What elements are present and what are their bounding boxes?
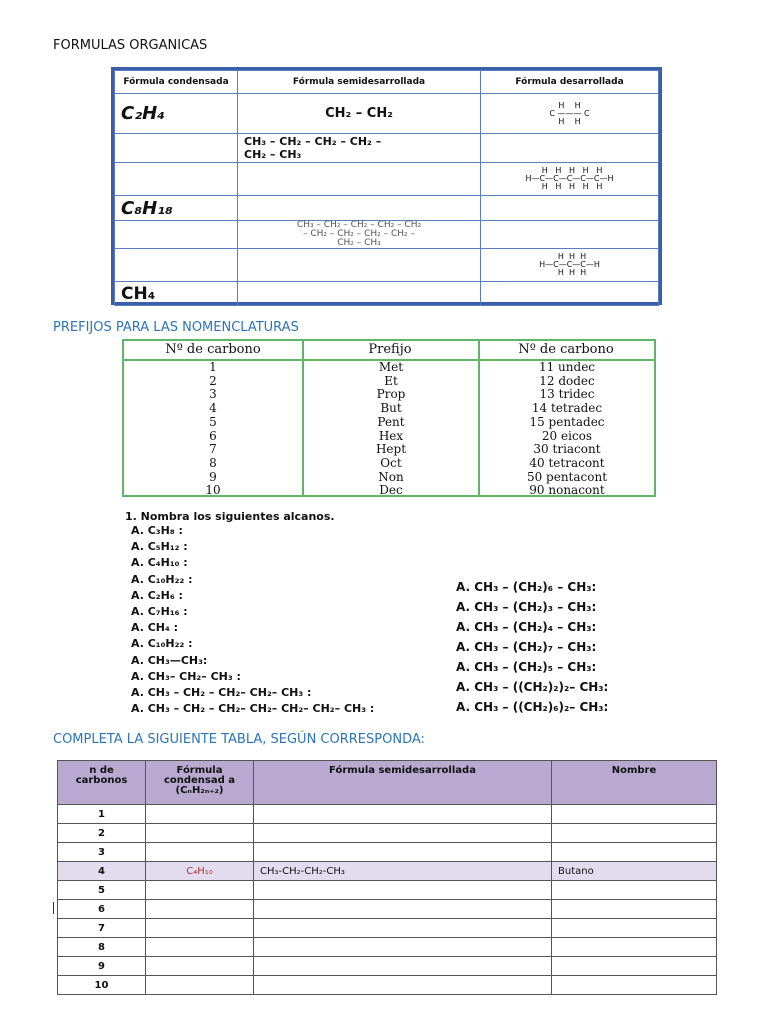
document-title: FORMULAS ORGANICAS <box>53 38 208 53</box>
cell-semi[interactable] <box>254 957 552 976</box>
row3-condensed <box>115 163 238 196</box>
cell-semi[interactable]: CH₃-CH₂-CH₂-CH₃ <box>254 862 552 881</box>
cell-cond[interactable] <box>146 881 254 900</box>
carbon-number-2: 2 <box>209 373 217 388</box>
cell-n[interactable]: 4 <box>58 862 146 881</box>
carbon-number-high-10: 90 nonacont <box>529 483 605 498</box>
exercise-item-left: A. CH₃ – CH₂ – CH₂– CH₂– CH₂– CH₂– CH₃ : <box>131 702 375 716</box>
row3-developed: H H H H H H—C—C—C—C—C—H H H H H H <box>481 163 659 196</box>
prefix-4: But <box>380 401 402 416</box>
exercise-item-right: A. CH₃ – (CH₂)₃ – CH₃: <box>456 600 597 614</box>
table-row <box>58 938 717 957</box>
cell-n[interactable]: 1 <box>58 805 146 824</box>
exercise-item-right: A. CH₃ – (CH₂)₄ – CH₃: <box>456 620 597 634</box>
cell-semi[interactable] <box>254 843 552 862</box>
row7-semi <box>238 282 481 306</box>
exercise-item-left: A. C₅H₁₂ : <box>131 540 188 554</box>
cell-n[interactable]: 5 <box>58 881 146 900</box>
cell-semi[interactable] <box>254 976 552 995</box>
cell-semi[interactable] <box>254 881 552 900</box>
row2-semi: CH₃ – CH₂ – CH₂ – CH₂ – CH₂ – CH₃ <box>238 134 481 163</box>
exercise-item-left: A. CH₃—CH₃: <box>131 653 208 667</box>
header-developed: Fórmula desarrollada <box>481 71 659 94</box>
table-row <box>58 919 717 938</box>
prefix-6: Hex <box>378 428 404 443</box>
cell-cond[interactable] <box>146 919 254 938</box>
prefix-col-carbon <box>124 360 302 498</box>
row1-developed: H H C ——— C H H <box>481 94 659 134</box>
row2-developed <box>481 134 659 163</box>
row4-condensed: C₈H₁₈ <box>115 196 238 221</box>
complete-table <box>57 760 717 992</box>
cell-semi[interactable] <box>254 805 552 824</box>
cell-name[interactable] <box>552 957 717 976</box>
row6-semi <box>238 249 481 282</box>
row3-semi <box>238 163 481 196</box>
exercise-title: 1. Nombra los siguientes alcanos. <box>125 510 335 523</box>
row2-condensed <box>115 134 238 163</box>
header-condensed: Fórmula condensada <box>115 71 238 94</box>
exercise-item-right: A. CH₃ – (CH₂)₆ – CH₃: <box>456 580 597 594</box>
carbon-number-4: 4 <box>209 401 217 416</box>
exercise-item-left: A. C₁₀H₂₂ : <box>131 637 193 651</box>
cell-cond[interactable] <box>146 938 254 957</box>
cell-semi[interactable] <box>254 919 552 938</box>
prefix-header-2: Prefijo <box>368 342 412 357</box>
table-row <box>58 824 717 843</box>
carbon-number-high-6: 20 eicos <box>541 428 593 443</box>
prefix-8: Oct <box>380 455 402 470</box>
prefix-col-prefix <box>304 360 478 498</box>
cell-cond[interactable] <box>146 900 254 919</box>
prefix-table <box>122 339 656 497</box>
table-row <box>58 862 717 881</box>
cell-cond[interactable]: C₄H₁₀ <box>146 862 254 881</box>
exercise-item-left: A. CH₄ : <box>131 621 179 635</box>
header-semi: Fórmula semidesarrollada <box>238 71 481 94</box>
cell-n[interactable]: 9 <box>58 957 146 976</box>
cell-name[interactable] <box>552 824 717 843</box>
cell-n[interactable]: 10 <box>58 976 146 995</box>
cell-n[interactable]: 8 <box>58 938 146 957</box>
complete-header-name: Nombre <box>552 761 717 805</box>
complete-header-semi: Fórmula semidesarrollada <box>254 761 552 805</box>
exercise-item-left: A. C₄H₁₀ : <box>131 556 188 570</box>
carbon-number-high-5: 15 pentadec <box>529 414 605 429</box>
complete-header-cond: Fórmula condensad a (CₙH₂ₙ₊₂) <box>146 761 254 805</box>
prefix-9: Non <box>378 469 404 484</box>
cell-semi[interactable] <box>254 938 552 957</box>
cell-name[interactable] <box>552 843 717 862</box>
exercise-item-right: A. CH₃ – ((CH₂)₆)₂– CH₃: <box>456 700 609 714</box>
carbon-number-high-7: 30 triacont <box>533 442 601 457</box>
exercise-item-right: A. CH₃ – (CH₂)₇ – CH₃: <box>456 640 597 654</box>
cell-name[interactable] <box>552 976 717 995</box>
table-row <box>58 957 717 976</box>
row7-condensed: CH₄ <box>115 282 238 306</box>
cell-n[interactable]: 7 <box>58 919 146 938</box>
row4-semi <box>238 196 481 221</box>
row5-condensed <box>115 221 238 249</box>
cell-name[interactable]: Butano <box>552 862 717 881</box>
exercise-item-left: A. C₂H₆ : <box>131 588 183 602</box>
row6-condensed <box>115 249 238 282</box>
text-cursor <box>53 902 54 914</box>
table-row <box>58 976 717 995</box>
row5-semi: CH₃ – CH₂ – CH₂ – CH₂ – CH₂ – CH₂ – CH₂ – CH₂ – CH₂ – CH₂ – CH₃ <box>238 221 481 249</box>
cell-cond[interactable] <box>146 824 254 843</box>
carbon-number-high-3: 13 tridec <box>539 387 595 402</box>
row1-condensed: C₂H₄ <box>115 94 238 134</box>
table-row <box>58 900 717 919</box>
carbon-number-10: 10 <box>205 483 221 498</box>
cell-name[interactable] <box>552 900 717 919</box>
cell-name[interactable] <box>552 938 717 957</box>
prefix-header-1: Nº de carbono <box>165 342 261 357</box>
cell-name[interactable] <box>552 881 717 900</box>
exercise-item-right: A. CH₃ – (CH₂)₅ – CH₃: <box>456 660 597 674</box>
carbon-number-9: 9 <box>209 469 217 484</box>
cell-semi[interactable] <box>254 900 552 919</box>
carbon-number-high-9: 50 pentacont <box>526 469 608 484</box>
prefix-header-3: Nº de carbono <box>518 342 614 357</box>
prefix-3: Prop <box>376 387 406 402</box>
cell-semi[interactable] <box>254 824 552 843</box>
carbon-number-high-2: 12 dodec <box>539 373 595 388</box>
prefix-5: Pent <box>377 414 405 429</box>
formulas-table <box>111 67 662 305</box>
row1-semi: CH₂ – CH₂ <box>238 94 481 134</box>
cell-name[interactable] <box>552 805 717 824</box>
row7-developed <box>481 282 659 306</box>
carbon-number-6: 6 <box>209 428 217 443</box>
prefix-10: Dec <box>379 483 403 498</box>
cell-n[interactable]: 3 <box>58 843 146 862</box>
cell-cond[interactable] <box>146 805 254 824</box>
cell-cond[interactable] <box>146 957 254 976</box>
row4-developed <box>481 196 659 221</box>
cell-cond[interactable] <box>146 976 254 995</box>
exercise-right-list <box>456 577 608 717</box>
prefix-col-carbon-high <box>480 360 654 498</box>
table-row <box>58 843 717 862</box>
carbon-number-1: 1 <box>209 360 217 374</box>
prefix-2: Et <box>384 373 398 388</box>
exercise-left-list <box>131 523 374 717</box>
exercise-item-left: A. C₇H₁₆ : <box>131 605 188 619</box>
complete-header-n: n de carbonos <box>58 761 146 805</box>
cell-n[interactable]: 6 <box>58 900 146 919</box>
prefix-heading: PREFIJOS PARA LAS NOMENCLATURAS <box>53 320 299 335</box>
carbon-number-5: 5 <box>209 414 217 429</box>
cell-n[interactable]: 2 <box>58 824 146 843</box>
row5-developed <box>481 221 659 249</box>
exercise-item-left: A. C₃H₈ : <box>131 524 183 537</box>
prefix-7: Hept <box>375 442 407 457</box>
exercise-item-left: A. CH₃– CH₂– CH₃ : <box>131 669 241 683</box>
exercise-item-left: A. C₁₀H₂₂ : <box>131 572 193 586</box>
cell-cond[interactable] <box>146 843 254 862</box>
exercise-item-left: A. CH₃ – CH₂ – CH₂– CH₂– CH₃ : <box>131 686 312 700</box>
table-row <box>58 881 717 900</box>
carbon-number-high-8: 40 tetracont <box>529 455 605 470</box>
table-row <box>58 805 717 824</box>
carbon-number-high-1: 11 undec <box>538 360 596 374</box>
carbon-number-8: 8 <box>209 455 217 470</box>
carbon-number-7: 7 <box>209 442 217 457</box>
exercise-item-right: A. CH₃ – ((CH₂)₂)₂– CH₃: <box>456 680 609 694</box>
cell-name[interactable] <box>552 919 717 938</box>
carbon-number-high-4: 14 tetradec <box>531 401 603 416</box>
prefix-1: Met <box>378 360 404 374</box>
carbon-number-3: 3 <box>209 387 217 402</box>
complete-heading: COMPLETA LA SIGUIENTE TABLA, SEGÚN CORRESPONDA: <box>53 732 425 747</box>
row6-developed: H H H H—C—C—C—H H H H <box>481 249 659 282</box>
